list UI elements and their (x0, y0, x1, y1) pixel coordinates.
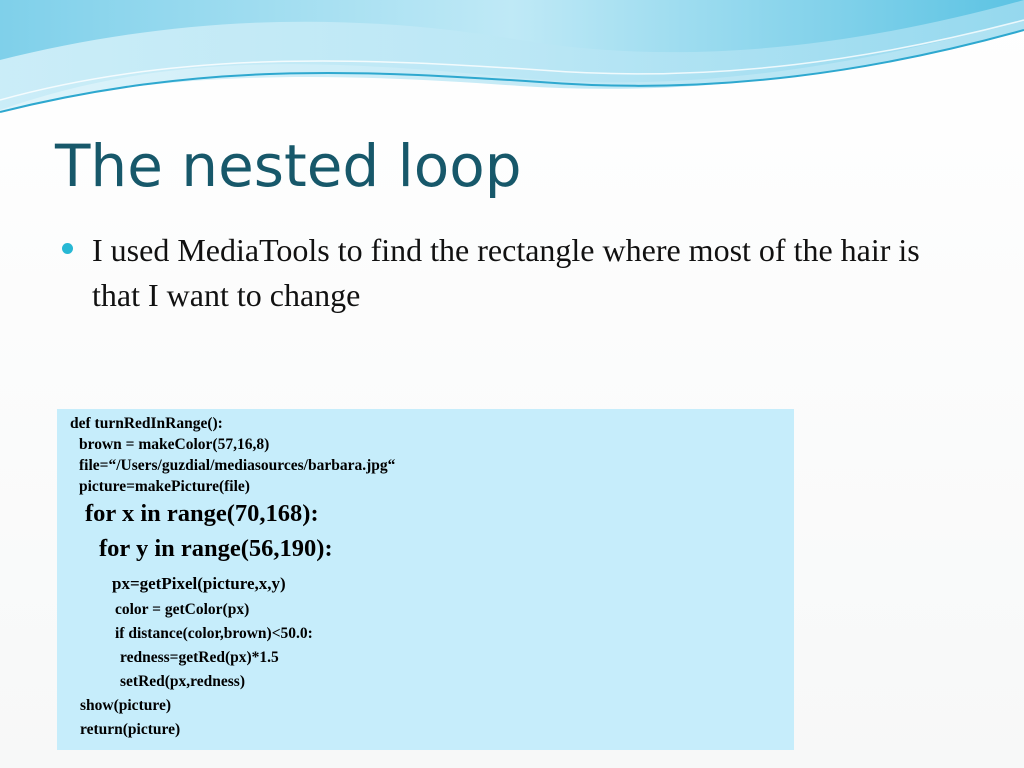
code-line: brown = makeColor(57,16,8) (79, 436, 270, 453)
code-line: px=getPixel(picture,x,y) (112, 574, 286, 593)
code-line: setRed(px,redness) (120, 673, 245, 690)
code-line: show(picture) (80, 697, 171, 714)
code-line: redness=getRed(px)*1.5 (120, 649, 279, 666)
slide-title: The nested loop (55, 132, 522, 200)
code-line: for y in range(56,190): (99, 535, 333, 562)
bullet-dot-icon (62, 243, 73, 254)
code-line: for x in range(70,168): (85, 500, 319, 527)
code-line: picture=makePicture(file) (79, 478, 250, 495)
bullet-text: I used MediaTools to find the rectangle where most of the hair is that I want to change (92, 232, 920, 313)
code-line: return(picture) (80, 721, 181, 738)
code-line: def turnRedInRange(): (70, 415, 223, 432)
bullet-item (62, 228, 962, 318)
code-block (57, 409, 794, 750)
code-line: color = getColor(px) (115, 601, 250, 618)
code-line: if distance(color,brown)<50.0: (115, 625, 313, 642)
code-line: file=“/Users/guzdial/mediasources/barbara.jpg“ (79, 457, 396, 474)
wave-decoration (0, 0, 1024, 130)
bullet-list (62, 228, 962, 318)
